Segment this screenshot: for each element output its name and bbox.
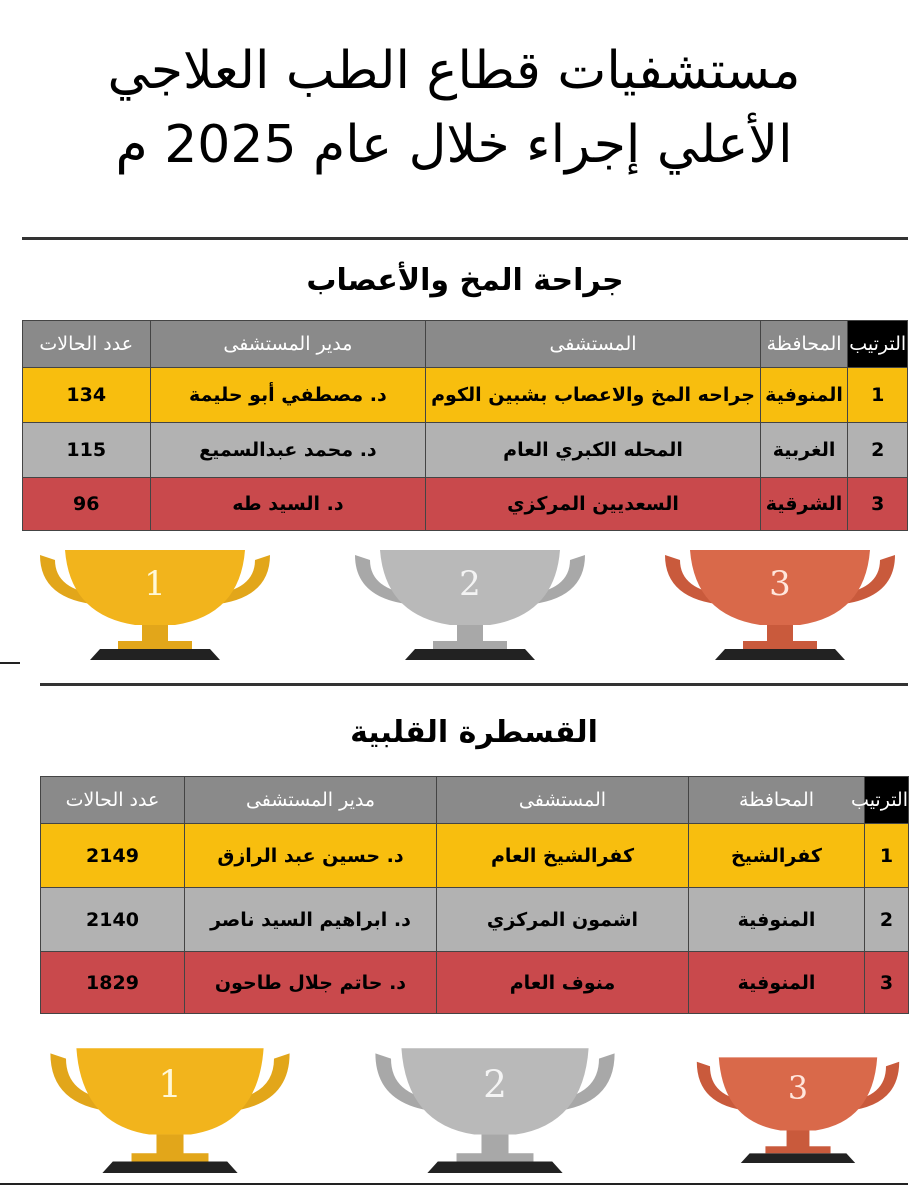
section-divider [0,662,20,664]
cases-cell: 1829 [41,952,185,1014]
trophy-label: 3 [769,564,791,604]
trophy-silver-icon [365,1038,625,1178]
governorate-cell: المنوفية [689,952,865,1014]
column-header-rank: الترتيب [848,321,908,368]
cases-cell: 2149 [41,824,185,888]
table-row [41,824,909,888]
section-title-text: جراحة المخ والأعصاب [306,263,624,298]
column-header-hospital: المستشفى [426,321,760,368]
cases-cell: 115 [23,423,151,478]
hospital-cell: كفرالشيخ العام [437,824,689,888]
rank-cell: 1 [848,368,908,423]
table-row [23,423,908,478]
hospital-cell: المحله الكبري العام [426,423,760,478]
trophy-bronze-icon [655,545,905,660]
trophy-label: 1 [158,1062,182,1107]
governorate-cell: المنوفية [760,368,848,423]
governorate-cell: كفرالشيخ [689,824,865,888]
trophy-bronze-icon [688,1038,908,1178]
column-header-governorate: المحافظة [689,777,865,824]
page-title-line1: مستشفيات قطاع الطب العلاجي [107,41,801,101]
cases-cell: 2140 [41,888,185,952]
trophy-gold-icon [30,545,280,660]
rank-cell: 2 [865,888,909,952]
section-title-neurosurgery [22,237,908,320]
trophy-label: 2 [459,564,481,604]
director-cell: د. ابراهيم السيد ناصر [185,888,437,952]
director-cell: د. السيد طه [150,478,426,531]
director-cell: د. مصطفي أبو حليمة [150,368,426,423]
cases-cell: 134 [23,368,151,423]
director-cell: د. حسين عبد الرازق [185,824,437,888]
trophy-label: 1 [144,564,166,604]
director-cell: د. حاتم جلال طاحون [185,952,437,1014]
rank-cell: 3 [865,952,909,1014]
section-title-cardiac-cath [40,683,908,778]
hospital-cell: جراحه المخ والاعصاب بشبين الكوم [426,368,760,423]
trophy-label: 3 [787,1070,809,1107]
section-title-text: القسطرة القلبية [350,715,598,750]
rank-cell: 3 [848,478,908,531]
hospital-cell: منوف العام [437,952,689,1014]
table-row [23,478,908,531]
column-header-cases: عدد الحالات [23,321,151,368]
table-row [23,368,908,423]
governorate-cell: الغربية [760,423,848,478]
rank-cell: 2 [848,423,908,478]
column-header-hospital: المستشفى [437,777,689,824]
column-header-director: مدير المستشفى [150,321,426,368]
trophy-gold-icon [40,1038,300,1178]
column-header-rank: الترتيب [865,777,909,824]
table-row [41,952,909,1014]
ranking-table-neurosurgery [22,320,908,531]
cases-cell: 96 [23,478,151,531]
governorate-cell: المنوفية [689,888,865,952]
table-row [41,888,909,952]
trophy-silver-icon [345,545,595,660]
hospital-cell: السعديين المركزي [426,478,760,531]
trophy-label: 2 [483,1062,507,1107]
bottom-divider [0,1183,908,1185]
column-header-governorate: المحافظة [760,321,848,368]
column-header-director: مدير المستشفى [185,777,437,824]
rank-cell: 1 [865,824,909,888]
director-cell: د. محمد عبدالسميع [150,423,426,478]
governorate-cell: الشرقية [760,478,848,531]
ranking-table-cardiac-cath [40,776,909,1014]
column-header-cases: عدد الحالات [41,777,185,824]
hospital-cell: اشمون المركزي [437,888,689,952]
page-title-line2: الأعلي إجراء خلال عام 2025 م [115,115,793,175]
